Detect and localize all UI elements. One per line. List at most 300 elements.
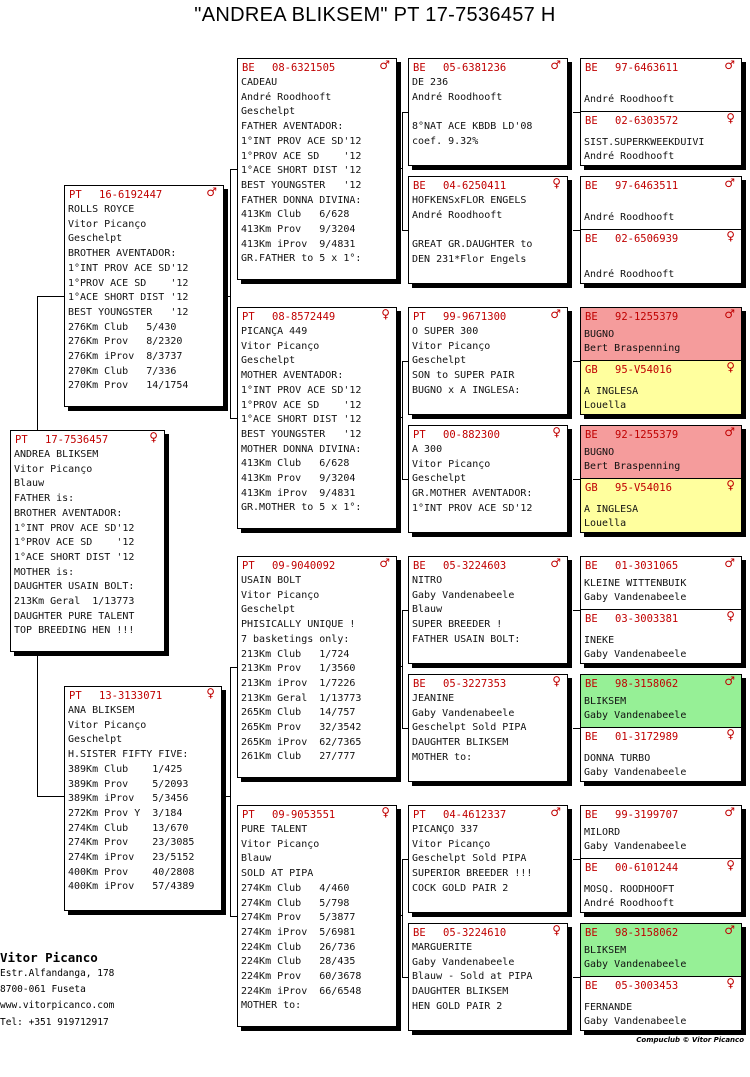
pigeon-pair-card-g6[interactable]: [580, 674, 742, 782]
ring-number: 00-6101244: [615, 861, 679, 874]
connector-line: [397, 915, 403, 916]
ring-header: [238, 308, 396, 323]
pedigree-line: 265Km iProv 62/7365: [241, 736, 362, 748]
owner-postcode-line: 8700-061 Fuseta: [0, 984, 86, 996]
country-code: BE: [413, 179, 426, 192]
sire-half[interactable]: [581, 59, 741, 111]
ring-header: [65, 687, 221, 702]
pedigree-line: 274Km iProv 23/5152: [68, 852, 195, 864]
ring-header: [581, 977, 741, 992]
pigeon-pair-card-g8[interactable]: [580, 923, 742, 1031]
pedigree-line: SOLD AT PIPA: [241, 868, 314, 880]
pedigree-line: 274Km Prov 5/3877: [241, 912, 356, 924]
pedigree-line: Gaby Vandenabeele: [412, 707, 515, 719]
pedigree-line: Geschelpt: [68, 734, 123, 746]
ring-header: [409, 59, 567, 74]
country-code: PT: [413, 310, 426, 323]
pigeon-pair-card-g3[interactable]: [580, 307, 742, 415]
pedigree-line: MOTHER is:: [14, 566, 75, 578]
female-symbol-icon: ♀: [552, 425, 561, 439]
pedigree-line: BEST YOUNGSTER '12: [241, 179, 362, 191]
pedigree-line: PICANÇO 337: [412, 824, 479, 835]
pedigree-line: Geschelpt: [241, 106, 296, 118]
pedigree-line: Gaby Vandenabeele: [584, 767, 687, 779]
connector-line: [230, 916, 237, 917]
pedigree-line: MOTHER AVENTADOR:: [241, 370, 344, 382]
dam-half[interactable]: [581, 360, 741, 415]
pedigree-line: JEANINE: [412, 693, 455, 704]
pigeon-card-sss[interactable]: [408, 58, 568, 166]
ring-number: 17-7536457: [45, 433, 109, 446]
pedigree-line: [409, 223, 567, 238]
pedigree-line: Vitor Picanço: [14, 463, 93, 475]
pedigree-line: André Roodhooft: [584, 151, 675, 163]
pigeon-card-dss[interactable]: [408, 556, 568, 664]
pedigree-line: Vitor Picanço: [241, 589, 320, 601]
ring-number: 08-8572449: [272, 310, 336, 323]
dam-half[interactable]: [581, 229, 741, 284]
pedigree-line: 274Km Club 13/670: [68, 822, 189, 834]
pedigree-line: CADEAU: [241, 77, 278, 88]
pedigree-line: 1°PROV ACE SD '12: [241, 150, 362, 162]
pedigree-line: Bert Braspenning: [584, 461, 681, 473]
pedigree-line: 276Km Club 5/430: [68, 321, 177, 333]
country-code: PT: [242, 559, 255, 572]
pigeon-pair-card-g5[interactable]: [580, 556, 742, 664]
country-code: PT: [15, 433, 28, 446]
pedigree-line: DAUGHTER BLIKSEM: [412, 986, 509, 998]
pedigree-line: 1°ACE SHORT DIST '12: [241, 414, 362, 426]
pedigree-line: MOTHER DONNA DIVINA:: [241, 443, 362, 455]
country-code: BE: [585, 730, 598, 743]
pedigree-line: 1°INT PROV ACE SD'12: [412, 502, 533, 514]
pedigree-line: 413Km Club 6/628: [241, 209, 350, 221]
pedigree-line: HOFKENSxFLOR ENGELS: [412, 195, 527, 206]
male-symbol-icon: ♂: [379, 58, 390, 72]
pedigree-line: 270Km Prov 14/1754: [68, 380, 189, 392]
pedigree-line: Blauw: [412, 604, 443, 616]
pedigree-line: 224Km Club 26/736: [241, 941, 356, 953]
pedigree-line: 224Km Prov 60/3678: [241, 971, 362, 983]
female-symbol-icon: ♀: [726, 478, 735, 492]
connector-line: [402, 859, 403, 977]
pedigree-line: COCK GOLD PAIR 2: [412, 882, 509, 894]
pigeon-card-sdd[interactable]: [408, 425, 568, 533]
dam-half[interactable]: [581, 727, 741, 782]
ring-header: [581, 112, 741, 127]
owner-website-link[interactable]: www.vitorpicanco.com: [0, 1000, 115, 1012]
pedigree-line: 1°ACE SHORT DIST '12: [68, 292, 189, 304]
pedigree-line: Louella: [584, 518, 627, 530]
ring-header: [581, 479, 741, 494]
ring-number: 98-3158062: [615, 926, 679, 939]
pedigree-line: Vitor Picanço: [68, 719, 147, 731]
ring-number: 04-6250411: [443, 179, 507, 192]
pedigree-line: DAUGHTER USAIN BOLT:: [14, 581, 135, 593]
pedigree-line: KLEINE WITTENBUIK: [584, 577, 687, 589]
female-symbol-icon: ♀: [381, 805, 390, 819]
connector-line: [230, 169, 237, 170]
pedigree-line: DEN 231*Flor Engels: [412, 253, 527, 265]
owner-name: Vitor Picanco: [0, 950, 98, 965]
pedigree-line: A 300: [412, 444, 443, 455]
connector-line: [224, 796, 231, 797]
ring-header: [409, 177, 567, 192]
pedigree-line: 1°PROV ACE SD '12: [241, 399, 362, 411]
pigeon-card-ssd[interactable]: [408, 176, 568, 284]
pedigree-line: DAUGHTER PURE TALENT: [14, 610, 135, 622]
pedigree-line: 272Km Prov Y 3/184: [68, 807, 183, 819]
owner-phone: Tel: +351 919712917: [0, 1016, 109, 1028]
pedigree-line: 1°INT PROV ACE SD'12: [14, 522, 135, 534]
pedigree-line: GREAT GR.DAUGHTER to: [412, 239, 533, 251]
ring-header: [409, 308, 567, 323]
pedigree-line: BLIKSEM: [584, 944, 627, 956]
dam-half[interactable]: [581, 609, 741, 664]
pedigree-line: DE 236: [412, 77, 449, 88]
pedigree-line: BEST YOUNGSTER '12: [68, 306, 189, 318]
female-symbol-icon: ♀: [726, 727, 735, 741]
male-symbol-icon: ♂: [724, 674, 735, 688]
pigeon-pair-card-g2[interactable]: [580, 176, 742, 284]
pedigree-line: coef. 9.32%: [412, 135, 479, 147]
pedigree-line: 265Km Prov 32/3542: [241, 722, 362, 734]
pedigree-line: Gaby Vandenabeele: [584, 710, 687, 722]
connector-line: [230, 667, 237, 668]
pedigree-line: Gaby Vandenabeele: [584, 592, 687, 604]
pedigree-line: PURE TALENT: [241, 824, 308, 835]
ring-header: [581, 806, 741, 821]
pedigree-line: 413Km Prov 9/3204: [241, 224, 356, 236]
pedigree-line: 400Km Prov 40/2808: [68, 866, 195, 878]
ring-header: [581, 610, 741, 625]
male-symbol-icon: ♂: [206, 185, 217, 199]
pedigree-line: A INGLESA: [584, 503, 639, 515]
pigeon-pair-card-g4[interactable]: [580, 425, 742, 533]
ring-header: [581, 557, 741, 572]
pedigree-line: 213Km Geral 1/13773: [14, 596, 135, 608]
pigeon-card-dsd[interactable]: [408, 674, 568, 782]
dam-half[interactable]: [581, 478, 741, 533]
sire-half[interactable]: [581, 806, 741, 858]
pigeon-card-dds[interactable]: [408, 805, 568, 913]
ring-number: 98-3158062: [615, 677, 679, 690]
ring-header: [409, 675, 567, 690]
pedigree-line: FATHER USAIN BOLT:: [412, 633, 521, 645]
pedigree-line: André Roodhooft: [584, 94, 675, 106]
ring-number: 00-882300: [443, 428, 500, 441]
pedigree-line: 400Km iProv 57/4389: [68, 881, 195, 893]
owner-address-line: Estr.Alfandanga, 178: [0, 968, 115, 979]
pedigree-line: 274Km Prov 23/3085: [68, 837, 195, 849]
pedigree-line: Geschelpt Sold PIPA: [412, 853, 527, 865]
pedigree-line: André Roodhooft: [412, 91, 503, 103]
ring-number: 05-6381236: [443, 61, 507, 74]
pedigree-line: TOP BREEDING HEN !!!: [14, 625, 135, 637]
country-code: PT: [69, 689, 82, 702]
ring-header: [581, 361, 741, 376]
pigeon-pair-card-g1[interactable]: [580, 58, 742, 166]
country-code: BE: [585, 310, 598, 323]
country-code: BE: [413, 677, 426, 690]
pigeon-card-subject[interactable]: [10, 430, 165, 652]
pedigree-line: André Roodhooft: [584, 212, 675, 224]
ring-header: [238, 59, 396, 74]
pedigree-line: MOTHER to:: [241, 1000, 302, 1012]
pedigree-line: O SUPER 300: [412, 326, 479, 337]
country-code: PT: [69, 188, 82, 201]
pedigree-line: MOTHER to:: [412, 751, 473, 763]
pedigree-line: Blauw: [241, 853, 272, 865]
pedigree-line: BUGNO x A INGLESA:: [412, 384, 521, 396]
owner-info: [0, 950, 114, 1031]
ring-number: 99-9671300: [443, 310, 507, 323]
country-code: GB: [585, 363, 598, 376]
pedigree-line: NITRO: [412, 575, 443, 586]
pedigree-line: Geschelpt: [241, 355, 296, 367]
country-code: BE: [585, 677, 598, 690]
country-code: PT: [413, 808, 426, 821]
pedigree-line: HEN GOLD PAIR 2: [412, 1000, 503, 1012]
pedigree-line: 274Km iProv 5/6981: [241, 926, 356, 938]
country-code: BE: [585, 979, 598, 992]
pedigree-line: 1°PROV ACE SD '12: [14, 537, 135, 549]
country-code: PT: [242, 310, 255, 323]
pedigree-line: Vitor Picanço: [412, 458, 491, 470]
country-code: BE: [585, 926, 598, 939]
pedigree-line: 1°ACE SHORT DIST '12: [14, 551, 135, 563]
pedigree-line: MARGUERITE: [412, 942, 473, 953]
ring-header: [11, 431, 164, 446]
pigeon-card-ddd[interactable]: [408, 923, 568, 1031]
ring-header: [581, 675, 741, 690]
ring-header: [581, 924, 741, 939]
connector-line: [397, 666, 403, 667]
sire-half[interactable]: [581, 308, 741, 360]
connector-line: [573, 859, 580, 860]
country-code: BE: [413, 61, 426, 74]
pigeon-card-ds[interactable]: [237, 556, 397, 778]
pedigree-line: USAIN BOLT: [241, 575, 302, 586]
pedigree-line: FERNANDE: [584, 1001, 633, 1013]
ring-number: 03-3003381: [615, 612, 679, 625]
pedigree-line: Gaby Vandenabeele: [412, 956, 515, 968]
pedigree-line: H.SISTER FIFTY FIVE:: [68, 749, 189, 761]
ring-number: 05-3227353: [443, 677, 507, 690]
pedigree-line: Geschelpt Sold PIPA: [412, 722, 527, 734]
pedigree-line: 265Km Club 14/757: [241, 707, 356, 719]
ring-header: [238, 806, 396, 821]
ring-header: [581, 728, 741, 743]
pedigree-line: 8°NAT ACE KBDB LD'08: [412, 121, 533, 133]
ring-header: [65, 186, 223, 201]
pedigree-line: BUGNO: [584, 328, 615, 340]
country-code: GB: [585, 481, 598, 494]
connector-line: [573, 112, 580, 113]
female-symbol-icon: ♀: [726, 609, 735, 623]
connector-line: [573, 361, 580, 362]
connector-line: [573, 610, 580, 611]
pedigree-line: Gaby Vandenabeele: [584, 1016, 687, 1028]
ring-number: 08-6321505: [272, 61, 336, 74]
pedigree-line: Geschelpt: [68, 233, 123, 245]
ring-header: [581, 59, 741, 74]
connector-line: [573, 728, 580, 729]
pedigree-line: FATHER AVENTADOR:: [241, 121, 344, 133]
dam-half[interactable]: [581, 858, 741, 913]
pedigree-line: 213Km Prov 1/3560: [241, 663, 356, 675]
pedigree-line: Gaby Vandenabeele: [412, 589, 515, 601]
connector-line: [224, 296, 231, 297]
country-code: BE: [413, 926, 426, 939]
connector-line: [37, 296, 38, 430]
country-code: BE: [585, 232, 598, 245]
country-code: BE: [585, 861, 598, 874]
pedigree-line: [409, 105, 567, 120]
pedigree-line: ANA BLIKSEM: [68, 705, 135, 716]
pigeon-card-ss[interactable]: [237, 58, 397, 280]
country-code: BE: [585, 428, 598, 441]
ring-number: 95-V54016: [615, 481, 672, 494]
pedigree-title: "ANDREA BLIKSEM" PT 17-7536457 H: [194, 4, 556, 26]
pedigree-line: Geschelpt: [412, 355, 467, 367]
male-symbol-icon: ♂: [550, 58, 561, 72]
ring-header: [581, 177, 741, 192]
pedigree-line: BROTHER AVENTADOR:: [14, 507, 123, 519]
pigeon-card-sd[interactable]: [237, 307, 397, 529]
pedigree-line: Vitor Picanço: [241, 340, 320, 352]
sire-half[interactable]: [581, 426, 741, 478]
pedigree-line: 276Km Prov 8/2320: [68, 336, 183, 348]
ring-number: 16-6192447: [99, 188, 163, 201]
ring-number: 05-3224610: [443, 926, 507, 939]
ring-header: [409, 557, 567, 572]
country-code: BE: [242, 61, 255, 74]
dam-half[interactable]: [581, 976, 741, 1031]
pedigree-line: André Roodhooft: [584, 898, 675, 910]
pedigree-line: 413Km iProv 9/4831: [241, 238, 356, 250]
male-symbol-icon: ♂: [724, 307, 735, 321]
dam-half[interactable]: [581, 111, 741, 166]
male-symbol-icon: ♂: [550, 307, 561, 321]
male-symbol-icon: ♂: [550, 805, 561, 819]
pedigree-line: André Roodhooft: [412, 209, 503, 221]
ring-number: 02-6506939: [615, 232, 679, 245]
pedigree-line: 7 basketings only:: [241, 633, 350, 645]
pigeon-card-dam[interactable]: [64, 686, 222, 911]
female-symbol-icon: ♀: [726, 976, 735, 990]
pedigree-line: Geschelpt: [412, 473, 467, 485]
pedigree-line: Geschelpt: [241, 604, 296, 616]
pedigree-line: 413Km iProv 9/4831: [241, 487, 356, 499]
pedigree-line: 276Km iProv 8/3737: [68, 351, 183, 363]
connector-line: [37, 656, 38, 796]
pedigree-line: Bert Braspenning: [584, 343, 681, 355]
pedigree-line: André Roodhooft: [584, 269, 675, 281]
connector-line: [37, 796, 64, 797]
pedigree-line: 413Km Prov 9/3204: [241, 473, 356, 485]
ring-number: 02-6303572: [615, 114, 679, 127]
pedigree-line: Gaby Vandenabeele: [584, 959, 687, 971]
ring-number: 01-3172989: [615, 730, 679, 743]
female-symbol-icon: ♀: [552, 923, 561, 937]
pedigree-line: DONNA TURBO: [584, 752, 651, 764]
pedigree-line: GR.MOTHER to 5 x 1°:: [241, 502, 362, 514]
male-symbol-icon: ♂: [724, 176, 735, 190]
country-code: BE: [585, 612, 598, 625]
connector-line: [230, 667, 231, 916]
sire-half[interactable]: [581, 177, 741, 229]
pedigree-line: 224Km Club 28/435: [241, 956, 356, 968]
ring-number: 09-9040092: [272, 559, 336, 572]
pigeon-card-dd[interactable]: [237, 805, 397, 1027]
pedigree-line: 270Km Club 7/336: [68, 365, 177, 377]
pedigree-line: GR.MOTHER AVENTADOR:: [412, 488, 533, 500]
male-symbol-icon: ♂: [724, 923, 735, 937]
connector-line: [397, 168, 403, 169]
country-code: PT: [413, 428, 426, 441]
female-symbol-icon: ♀: [552, 674, 561, 688]
country-code: BE: [585, 559, 598, 572]
connector-line: [397, 417, 403, 418]
country-code: BE: [413, 559, 426, 572]
female-symbol-icon: ♀: [726, 858, 735, 872]
ring-number: 05-3224603: [443, 559, 507, 572]
pigeon-pair-card-g7[interactable]: [580, 805, 742, 913]
pedigree-line: ANDREA BLIKSEM: [14, 449, 99, 460]
ring-header: [238, 557, 396, 572]
ring-number: 95-V54016: [615, 363, 672, 376]
pedigree-line: 224Km iProv 66/6548: [241, 985, 362, 997]
pedigree-line: 213Km Club 1/724: [241, 648, 350, 660]
ring-header: [581, 308, 741, 323]
sire-half[interactable]: [581, 924, 741, 976]
pedigree-line: 389Km iProv 5/3456: [68, 793, 189, 805]
pedigree-line: FATHER is:: [14, 493, 75, 505]
female-symbol-icon: ♀: [206, 686, 215, 700]
pedigree-line: 413Km Club 6/628: [241, 458, 350, 470]
pedigree-line: 1°INT PROV ACE SD'12: [68, 262, 189, 274]
pedigree-line: INEKE: [584, 634, 615, 646]
ring-header: [581, 230, 741, 245]
pedigree-line: MOSQ. ROODHOOFT: [584, 883, 675, 895]
country-code: BE: [585, 114, 598, 127]
connector-line: [573, 479, 580, 480]
sire-half[interactable]: [581, 557, 741, 609]
female-symbol-icon: ♀: [726, 229, 735, 243]
pedigree-line: 274Km Club 5/798: [241, 897, 350, 909]
pedigree-line: Vitor Picanço: [412, 838, 491, 850]
connector-line: [230, 418, 237, 419]
male-symbol-icon: ♂: [724, 58, 735, 72]
male-symbol-icon: ♂: [724, 805, 735, 819]
pigeon-card-sds[interactable]: [408, 307, 568, 415]
ring-number: 97-6463511: [615, 179, 679, 192]
pedigree-line: BROTHER AVENTADOR:: [68, 248, 177, 260]
pedigree-line: BEST YOUNGSTER '12: [241, 428, 362, 440]
male-symbol-icon: ♂: [379, 556, 390, 570]
pedigree-line: DAUGHTER BLIKSEM: [412, 737, 509, 749]
male-symbol-icon: ♂: [724, 425, 735, 439]
ring-number: 97-6463611: [615, 61, 679, 74]
pigeon-card-sire[interactable]: [64, 185, 224, 407]
sire-half[interactable]: [581, 675, 741, 727]
country-code: BE: [585, 808, 598, 821]
ring-number: 92-1255379: [615, 428, 679, 441]
pedigree-line: SUPERIOR BREEDER !!!: [412, 868, 533, 880]
pedigree-line: SUPER BREEDER !: [412, 619, 503, 631]
pedigree-line: PICANÇA 449: [241, 326, 308, 337]
